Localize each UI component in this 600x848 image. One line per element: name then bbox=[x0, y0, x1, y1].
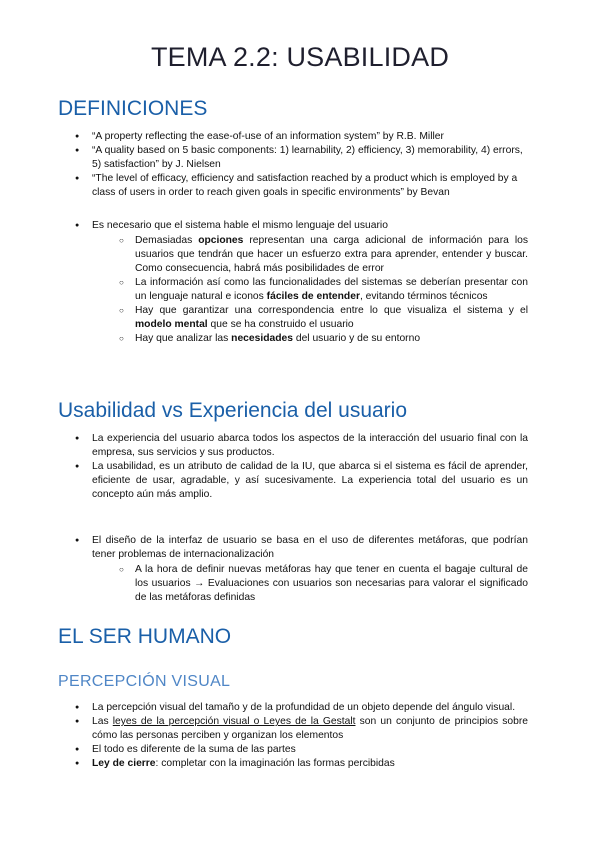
list-item: ● Ley de cierre: completar con la imaginación las formas percibidas bbox=[58, 757, 528, 771]
sublist-item: ○ Hay que analizar las necesidades del usuario y de su entorno bbox=[92, 332, 528, 346]
list-item: ● “A quality based on 5 basic components: 1) learnability, 2) efficiency, 3) memorability, 4) errors, 5) satisfaction” by J. Nielsen bbox=[58, 144, 528, 172]
usability-list bbox=[58, 432, 528, 502]
list-item: ● El todo es diferente de la suma de las partes bbox=[58, 743, 528, 757]
list-item bbox=[58, 219, 528, 346]
list-item bbox=[58, 534, 528, 605]
list-item: ● “A property reflecting the ease-of-use of an information system” by R.B. Miller bbox=[58, 130, 528, 144]
metaphor-list bbox=[58, 534, 528, 605]
sublist-item: ○ A la hora de definir nuevas metáforas hay que tener en cuenta el bagaje cultural de los usuarios → Evaluaciones con usuarios son necesarias para valorar el significado de las metáforas definidas bbox=[92, 563, 528, 605]
list-item-text: El diseño de la interfaz de usuario se basa en el uso de diferentes metáforas, que podrían tener problemas de internacionalización bbox=[92, 535, 528, 560]
list-item: ● La usabilidad, es un atributo de calidad de la IU, que abarca si el sistema es fácil de aprender, eficiente de usar, agradable, y así sucesivamente. La experiencia total del usuario es un concepto aún más amplio. bbox=[58, 460, 528, 502]
list-item: ● La percepción visual del tamaño y de la profundidad de un objeto depende del ángulo visual. bbox=[58, 701, 528, 715]
list-item: ● Las leyes de la percepción visual o Leyes de la Gestalt son un conjunto de principios sobre cómo las personas perciben y organizan los elementos bbox=[58, 715, 528, 743]
gestalt-link[interactable]: leyes de la percepción visual o Leyes de la Gestalt bbox=[112, 716, 356, 727]
list-item: ● La experiencia del usuario abarca todos los aspectos de la interacción del usuario final con la empresa, sus servicios y sus productos. bbox=[58, 432, 528, 460]
page-title: TEMA 2.2: USABILIDAD bbox=[150, 42, 450, 72]
language-list bbox=[58, 219, 528, 346]
heading-definiciones: DEFINICIONES bbox=[58, 97, 208, 120]
perception-list bbox=[58, 701, 528, 771]
sublist-item: ○ La información así como las funcionalidades del sistemas se deberían presentar con un lenguaje natural e iconos fáciles de entender, evitando términos técnicos bbox=[92, 276, 528, 304]
sublist bbox=[92, 234, 528, 346]
sublist bbox=[92, 563, 528, 605]
list-item-text: Es necesario que el sistema hable el mismo lenguaje del usuario bbox=[92, 220, 388, 231]
sublist-item: ○ Demasiadas opciones representan una carga adicional de información para los usuarios que tendrán que hacer un esfuerzo extra para aprender, entender y buscar. Como consecuencia, habrá más posibilidades de error bbox=[92, 234, 528, 276]
sublist-item: ○ Hay que garantizar una correspondencia entre lo que visualiza el sistema y el modelo mental que se ha construido el usuario bbox=[92, 304, 528, 332]
heading-usabilidad: Usabilidad vs Experiencia del usuario bbox=[58, 399, 408, 422]
heading-ser-humano: EL SER HUMANO bbox=[58, 625, 232, 648]
heading-percepcion-visual: PERCEPCIÓN VISUAL bbox=[58, 673, 231, 690]
list-item: ● “The level of efficacy, efficiency and satisfaction reached by a product which is employed by a class of users in order to reach given goals in specific environments” by Bevan bbox=[58, 172, 528, 200]
definitions-list bbox=[58, 130, 528, 200]
